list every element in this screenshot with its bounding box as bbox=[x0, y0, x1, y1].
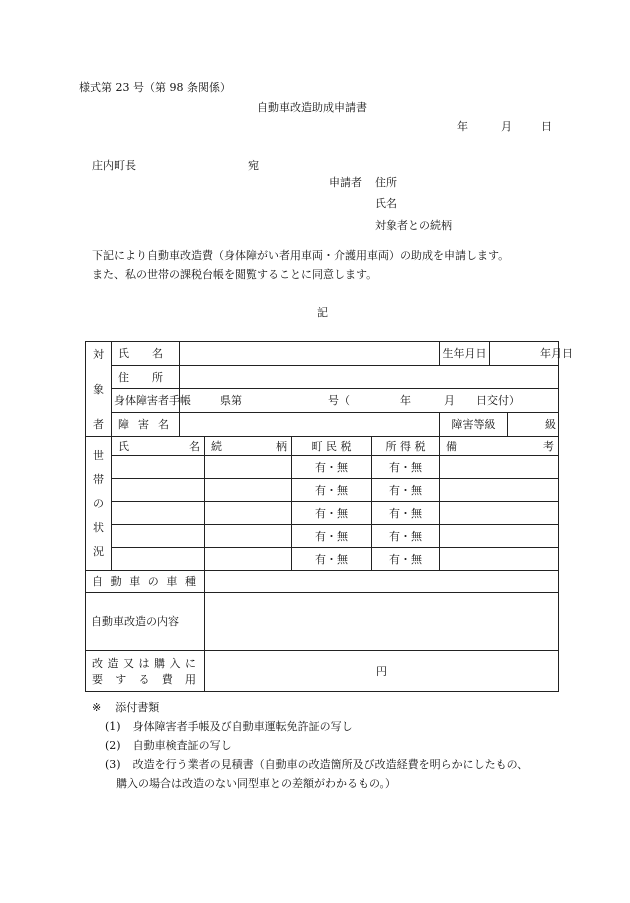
birth-date-field[interactable]: 年 月 日 bbox=[490, 342, 559, 366]
household-name-header: 氏 名 bbox=[112, 437, 205, 456]
modification-content-field[interactable] bbox=[205, 593, 559, 651]
town-tax-cell[interactable]: 有・無 bbox=[292, 456, 372, 479]
address-field[interactable] bbox=[180, 366, 559, 389]
disability-name-field[interactable] bbox=[180, 413, 440, 437]
date-year-label: 年 bbox=[457, 120, 468, 133]
cost-label: 改 造 又 は 購 入 に 要 す る 費 用 bbox=[86, 651, 205, 692]
attachment-item: (1) 身体障害者手帳及び自動車運転免許証の写し bbox=[105, 720, 353, 733]
household-name-cell[interactable] bbox=[112, 479, 205, 502]
applicant-relation-label: 対象者との続柄 bbox=[375, 219, 452, 232]
household-row bbox=[86, 502, 559, 525]
body-line-2: また、私の世帯の課税台帳を閲覧することに同意します。 bbox=[92, 268, 378, 281]
household-row bbox=[86, 548, 559, 571]
application-table bbox=[85, 341, 573, 692]
addressee-name: 庄内町長 bbox=[92, 159, 136, 172]
name-field[interactable] bbox=[180, 342, 440, 366]
income-tax-cell[interactable]: 有・無 bbox=[372, 479, 440, 502]
disability-name-label: 障 害 名 bbox=[112, 413, 180, 437]
household-row bbox=[86, 456, 559, 479]
attachments-heading: ※ 添付書類 bbox=[92, 701, 160, 714]
household-status-header: 世 帯 の 状 況 bbox=[86, 437, 112, 571]
date-day-label: 日 bbox=[541, 120, 552, 133]
handbook-field[interactable]: 県第 号（ 年 月 日交付） bbox=[180, 389, 559, 413]
household-relation-cell[interactable] bbox=[205, 456, 292, 479]
remarks-cell[interactable] bbox=[440, 502, 559, 525]
town-tax-cell[interactable]: 有・無 bbox=[292, 548, 372, 571]
income-tax-header: 所 得 税 bbox=[372, 437, 440, 456]
body-line-1: 下記により自動車改造費（身体障がい者用車両・介護用車両）の助成を申請します。 bbox=[92, 249, 510, 262]
household-relation-header: 続 柄 bbox=[205, 437, 292, 456]
household-name-cell[interactable] bbox=[112, 525, 205, 548]
household-relation-cell[interactable] bbox=[205, 525, 292, 548]
date-month-label: 月 bbox=[501, 120, 512, 133]
remarks-cell[interactable] bbox=[440, 479, 559, 502]
applicant-address-label: 住所 bbox=[375, 176, 397, 189]
disability-grade-field[interactable]: 級 bbox=[508, 413, 559, 437]
household-name-cell[interactable] bbox=[112, 548, 205, 571]
name-label: 氏 名 bbox=[112, 342, 180, 366]
attachment-item-continued: 購入の場合は改造のない同型車との差額がわかるもの。） bbox=[116, 777, 397, 790]
addressee-honorific: 宛 bbox=[248, 159, 259, 172]
vehicle-type-label: 自 動 車 の 車 種 bbox=[86, 571, 205, 593]
modification-content-label: 自動車改造の内容 bbox=[86, 593, 205, 651]
town-tax-cell[interactable]: 有・無 bbox=[292, 502, 372, 525]
household-relation-cell[interactable] bbox=[205, 548, 292, 571]
remarks-header: 備 考 bbox=[440, 437, 559, 456]
household-relation-cell[interactable] bbox=[205, 502, 292, 525]
form-number: 様式第 23 号（第 98 条関係） bbox=[79, 81, 231, 94]
remarks-cell[interactable] bbox=[440, 548, 559, 571]
attachment-item: (3) 改造を行う業者の見積書（自動車の改造箇所及び改造経費を明らかにしたもの、 bbox=[105, 758, 529, 771]
cost-field[interactable]: 円 bbox=[205, 651, 559, 692]
town-tax-cell[interactable]: 有・無 bbox=[292, 525, 372, 548]
income-tax-cell[interactable]: 有・無 bbox=[372, 548, 440, 571]
household-name-cell[interactable] bbox=[112, 502, 205, 525]
document-title: 自動車改造助成申請書 bbox=[257, 101, 367, 114]
remarks-cell[interactable] bbox=[440, 456, 559, 479]
disability-grade-label: 障害等級 bbox=[440, 413, 508, 437]
target-person-header: 対 象 者 bbox=[86, 342, 112, 437]
income-tax-cell[interactable]: 有・無 bbox=[372, 456, 440, 479]
income-tax-cell[interactable]: 有・無 bbox=[372, 502, 440, 525]
ki-heading: 記 bbox=[317, 306, 328, 319]
town-tax-header: 町 民 税 bbox=[292, 437, 372, 456]
applicant-name-label: 氏名 bbox=[375, 197, 397, 210]
address-label: 住 所 bbox=[112, 366, 180, 389]
household-relation-cell[interactable] bbox=[205, 479, 292, 502]
household-row bbox=[86, 479, 559, 502]
applicant-label: 申請者 bbox=[329, 176, 362, 189]
town-tax-cell[interactable]: 有・無 bbox=[292, 479, 372, 502]
household-name-cell[interactable] bbox=[112, 456, 205, 479]
household-row bbox=[86, 525, 559, 548]
remarks-cell[interactable] bbox=[440, 525, 559, 548]
income-tax-cell[interactable]: 有・無 bbox=[372, 525, 440, 548]
birth-date-label: 生年月日 bbox=[440, 342, 490, 366]
handbook-label: 身体障害者手帳 bbox=[112, 389, 180, 413]
vehicle-type-field[interactable] bbox=[205, 571, 559, 593]
attachment-item: (2) 自動車検査証の写し bbox=[105, 739, 232, 752]
attachments-section bbox=[92, 698, 572, 793]
